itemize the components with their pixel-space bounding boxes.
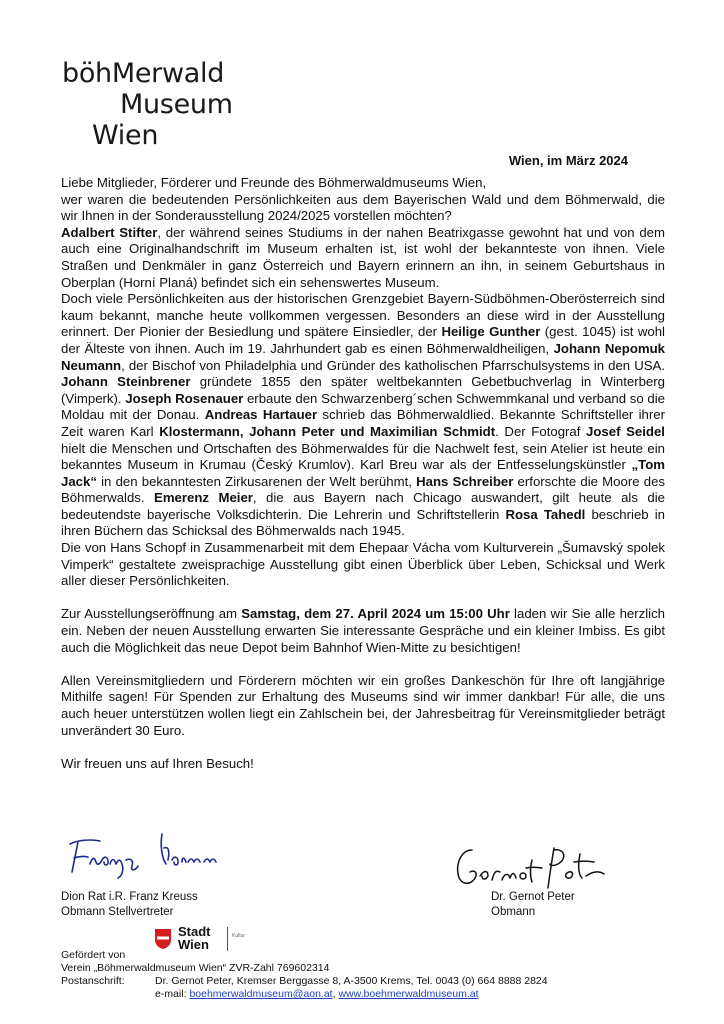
contact-line (155, 988, 479, 1000)
association-info: Verein „Böhmerwaldmuseum Wien“ ZVR-Zahl 769602314 (61, 962, 330, 974)
text-run: erforschte die Moore des Böhmerwalds. (61, 473, 665, 506)
bold-run: Joseph Rosenauer (125, 390, 244, 406)
bold-run: Hans Schreiber (416, 473, 514, 489)
bold-run: Samstag, dem 27. April 2024 um 15:00 Uhr (241, 606, 510, 622)
bold-run: Klostermann, Johann Peter und Maximilian Schmidt (159, 423, 496, 439)
stadt-wien-kultur: Kultur (232, 933, 246, 939)
email-label: e-mail: (155, 988, 187, 1000)
text-run: Zur Ausstellungseröffnung am (61, 606, 242, 622)
text-run: wer waren die bedeutenden Persönlichkeiten aus dem Bayerischen Wald und dem Böhmerwald, die wir Ihnen in der Sonderausstellung 2024/2025 vorstellen möchten? (61, 191, 665, 224)
bold-run: Emerenz Meier (154, 490, 253, 506)
text-run: (gest. 1045) ist wohl der Älteste von ihnen. Auch im 19. Jahrhundert gab es einen Böhmerwaldheiligen, (61, 324, 665, 356)
bold-run: Josef Seidel (586, 423, 665, 439)
signature-franz-kreuss (64, 820, 244, 880)
text-run: schrieb das Böhmerwaldlied. Bekannte Schriftsteller ihrer Zeit waren Karl (61, 407, 666, 439)
logo-line-2: Museum (120, 89, 233, 120)
contact-separator: , (332, 988, 336, 1000)
text-run: laden wir Sie alle herzlich ein. Neben der neuen Ausstellung erwarten Sie interessante Gespräche und ein kleiner Imbiss. Es gibt auch die Möglichkeit das neue Depot beim Bahnhof Wien-Mitte zu besichtigen! (61, 606, 666, 655)
text-run: Die von Hans Schopf in Zusammenarbeit mit dem Ehepaar Vácha vom Kulturverein „Šumavský spolek Vimperk“ gestaltete zweisprachige Ausstellung gibt einen Überblick über Leben, Schicksal und Werk aller dieser Persönlichkeiten. (61, 540, 665, 589)
website-link[interactable]: www.boehmerwaldmuseum.at (338, 988, 479, 1000)
text-run: beschrieb in ihren Büchern das Schicksal des Böhmerwalds nach 1945. (61, 506, 665, 539)
stadt-wien-wordmark (178, 925, 211, 951)
sponsored-by-label: Gefördert von (61, 949, 126, 961)
paragraph-greeting (61, 175, 665, 225)
museum-logo (62, 60, 262, 160)
text-run: Allen Vereinsmitgliedern und Förderern möchten wir ein großes Dankeschön für Ihre oft langjährige Mithilfe sagen! Für Spenden zur Erhaltung des Museums sind wir immer dankbar! Für alle, die uns auch heuer unterstützen wollen liegt ein Zahlschein bei, der Jahresbeitrag für Vereinsmitglieder beträgt unverändert 30 Euro. (61, 672, 665, 738)
signatory-right (491, 890, 575, 920)
letter-date: Wien, im März 2024 (508, 153, 628, 168)
signatory-left-name: Dion Rat i.R. Franz Kreuss (61, 891, 198, 903)
paragraph-personalities (61, 291, 665, 540)
bold-run: Johann Steinbrener (61, 374, 191, 390)
text-run: , die aus Bayern nach Chicago auswandert, gilt heute als die bedeutendste bayerische Volksdichterin. Die Lehrerin und Schriftstellerin (61, 490, 665, 522)
postal-address: Dr. Gernot Peter, Kremser Berggasse 8, A-3500 Krems, Tel. 0043 (0) 664 8888 2824 (155, 975, 548, 987)
vienna-shield-icon (154, 928, 172, 950)
signatory-right-role: Obmann (491, 906, 536, 918)
logo-line-3: Wien (92, 120, 159, 151)
stadt-wien-divider (227, 927, 228, 951)
text-run: in den bekanntesten Zirkusarenen der Welt berühmt, (96, 473, 417, 489)
stadt-wien-word-2: Wien (178, 937, 209, 952)
bold-run: Rosa Tahedl (505, 506, 586, 522)
bold-run: Johann Nepomuk Neumann (61, 340, 665, 373)
logo-line-1: böhMerwald (62, 58, 225, 89)
paragraph-stifter (61, 225, 665, 291)
email-link[interactable]: boehmerwaldmuseum@aon.at (189, 988, 333, 1000)
text-run: . Der Fotograf (495, 423, 587, 439)
paragraph-exhibition (61, 540, 665, 590)
postal-label: Postanschrift: (61, 975, 125, 987)
text-run: Liebe Mitglieder, Förderer und Freunde des Böhmerwaldmuseums Wien, (61, 175, 487, 190)
letter-body (61, 175, 665, 772)
text-run: hielt die Menschen und Ortschaften des Böhmerwaldes für die Nachwelt fest, sein Atelier ist heute ein bekanntes Museum in Krumau (Český Krumlov). Karl Breu war als der Entfesselungskünstler (61, 440, 665, 473)
bold-run: „Tom Jack“ (61, 457, 665, 489)
text-run: gründete 1855 den später weltbekannten Gebetbuchverlag in Winterberg (Vimperk). (61, 374, 665, 406)
text-run: Wir freuen uns auf Ihren Besuch! (61, 755, 254, 771)
text-run: , der während seines Studiums in der nahen Beatrixgasse gewohnt hat und von dem auch eine Originalhandschrift im Museum erhalten ist, ist wohl der bekannteste von ihnen. Viele Straßen und Denkmäler in ganz Österreich und Bayern erinnern an ihn, in seinem Geburtshaus in Oberplan (Horní Planá) befindet sich ein sehenswertes Museum. (61, 224, 665, 290)
text-run: erbaute den Schwarzenberg´schen Schwemmkanal und verband so die Moldau mit der Donau. (61, 390, 665, 423)
bold-run: Andreas Hartauer (204, 407, 318, 423)
bold-run: Heilige Gunther (441, 324, 541, 340)
paragraph-opening (61, 606, 665, 656)
signatory-left-role: Obmann Stellvertreter (61, 906, 174, 918)
paragraph-closing (61, 756, 665, 773)
text-run: , der Bischof von Philadelphia und Gründer des katholischen Pfarrschulsystems in den USA. (121, 357, 665, 373)
stadt-wien-word-1: Stadt (178, 924, 211, 939)
stadt-wien-logo (154, 925, 264, 957)
signatory-right-name: Dr. Gernot Peter (491, 891, 575, 903)
text-run: Doch viele Persönlichkeiten aus der historischen Grenzgebiet Bayern-Südböhmen-Oberösterreich sind kaum bekannt, manche heute vollkommen vergessen. Besonders an diese wird in der Ausstellung erinnert. Der Pionier der Besiedlung und spätere Einsiedler, der (61, 291, 665, 340)
signatory-left (61, 890, 198, 920)
bold-run: Adalbert Stifter (61, 224, 158, 240)
paragraph-thanks (61, 673, 665, 739)
signature-gernot-peter (450, 842, 610, 892)
